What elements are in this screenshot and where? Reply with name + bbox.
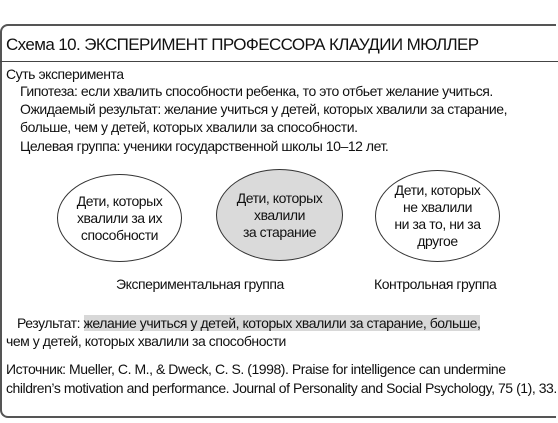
source-line1: Источник: Mueller, C. M., & Dweck, C. S. (1998). Praise for intelligence can undermine <box>6 361 506 377</box>
essence-heading: Суть эксперимента <box>6 66 124 82</box>
result-line2: чем у детей, которых хвалили за способности <box>6 333 286 349</box>
hypothesis-text: Гипотеза: если хвалить способности ребенка, то это отбьет желание учиться. <box>20 83 493 99</box>
target-group-text: Целевая группа: ученики государственной школы 10–12 лет. <box>20 138 389 154</box>
control-group-label: Контрольная группа <box>374 276 497 292</box>
source-line2: children’s motivation and performance. Journal of Personality and Social Psychology, 75 (1), 33. <box>6 380 557 396</box>
result-highlight: желание учиться у детей, которых хвалили за старание, больше, <box>83 315 481 331</box>
title-divider <box>0 61 558 62</box>
group-line: не хвалили <box>403 199 472 215</box>
expected-result-line1: Ожидаемый результат: желание учиться у детей, которых хвалили за старание, <box>20 101 508 117</box>
result-prefix: Результат: <box>17 315 81 331</box>
group-not-praised <box>375 170 500 262</box>
group-line: Дети, которых <box>236 189 323 206</box>
group-line: другое <box>417 233 458 249</box>
group-praised-ability <box>57 174 182 262</box>
group-line: ни за то, ни за <box>394 216 481 232</box>
experimental-group-label: Экспериментальная группа <box>116 276 284 292</box>
diagram-title: Схема 10. ЭКСПЕРИМЕНТ ПРОФЕССОРА КЛАУДИИ МЮЛЛЕР <box>6 35 479 54</box>
group-line: способности <box>80 226 159 243</box>
expected-result-line2: больше, чем у детей, которых хвалили за способности. <box>20 119 358 135</box>
group-line: за старание <box>242 223 317 240</box>
group-line: хвалили <box>254 206 305 223</box>
result-text <box>17 315 480 332</box>
group-line: Дети, которых <box>76 192 163 209</box>
group-line: Дети, которых <box>394 182 481 198</box>
group-line: хвалили за их <box>77 209 162 226</box>
group-praised-effort <box>216 169 343 261</box>
